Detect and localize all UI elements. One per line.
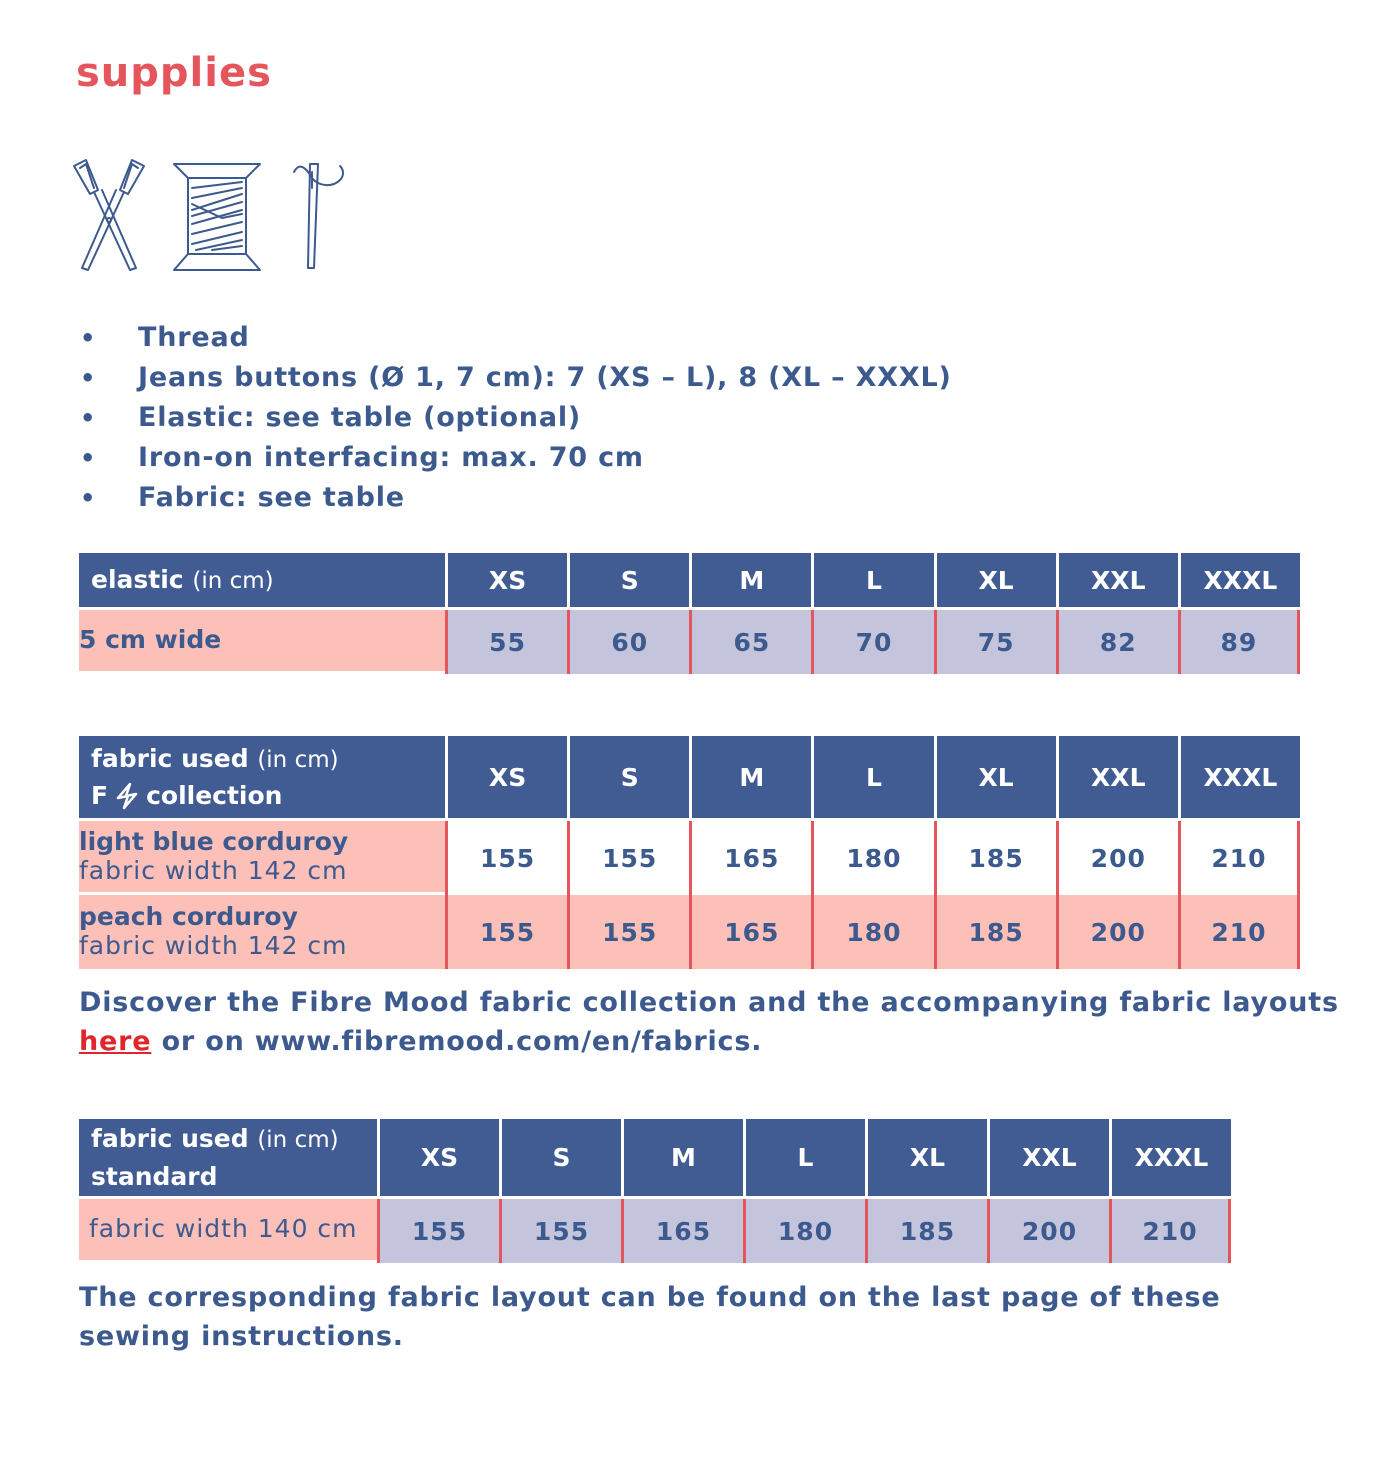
table-cell: 70: [811, 610, 933, 674]
table-title: fabric used: [91, 743, 249, 773]
table-header-label: [79, 553, 445, 610]
layout-note-line1: The corresponding fabric layout can be found on the last page of these: [79, 1282, 1221, 1313]
table-title: fabric used: [91, 1124, 249, 1153]
needle-icon: [294, 164, 343, 268]
size-header: XXL: [987, 1119, 1109, 1199]
table-cell: 155: [567, 895, 689, 969]
table-cell: 75: [934, 610, 1056, 674]
row-label: peach corduroy fabric width 142 cm: [79, 895, 445, 969]
table-title: elastic: [91, 565, 184, 595]
layout-note: [79, 1278, 1220, 1356]
table-cell: 165: [621, 1199, 743, 1263]
table-cell: 155: [499, 1199, 621, 1263]
layout-note-line2: sewing instructions.: [79, 1321, 404, 1352]
fibre-mood-logo-letter: F: [91, 781, 109, 810]
size-header: L: [811, 736, 933, 821]
lightning-bolt-icon: [114, 782, 140, 810]
size-header: L: [743, 1119, 865, 1199]
size-header: S: [567, 736, 689, 821]
table-cell: 82: [1056, 610, 1178, 674]
supplies-list: [78, 318, 952, 518]
size-header: XS: [377, 1119, 499, 1199]
fabric-collection-link[interactable]: here: [79, 1026, 152, 1057]
list-item: • Thread: [78, 318, 952, 358]
row-label: light blue corduroy fabric width 142 cm: [79, 821, 445, 895]
collection-note: [79, 983, 1339, 1061]
collection-note-line2: or on www.fibremood.com/en/fabrics.: [151, 1026, 763, 1057]
table-cell: 65: [689, 610, 811, 674]
table-cell: 60: [567, 610, 689, 674]
table-cell: 155: [445, 821, 567, 895]
table-cell: 185: [934, 895, 1056, 969]
table-cell: 210: [1178, 821, 1300, 895]
table-cell: 155: [567, 821, 689, 895]
size-header: XL: [934, 736, 1056, 821]
table-header-label: [79, 1119, 377, 1199]
table-cell: 180: [743, 1199, 865, 1263]
table-cell: 180: [811, 821, 933, 895]
table-cell: 155: [445, 895, 567, 969]
table-unit: (in cm): [257, 1127, 339, 1153]
table-cell: 210: [1109, 1199, 1231, 1263]
size-header: XXL: [1056, 736, 1178, 821]
size-header: M: [689, 736, 811, 821]
size-header: XL: [865, 1119, 987, 1199]
elastic-table: [79, 553, 1300, 674]
size-header: XXXL: [1178, 553, 1300, 610]
table-row: [79, 895, 1300, 969]
size-header: XL: [934, 553, 1056, 610]
table-cell: 165: [689, 821, 811, 895]
list-item: • Elastic: see table (optional): [78, 398, 952, 438]
list-item: • Fabric: see table: [78, 478, 952, 518]
table-cell: 165: [689, 895, 811, 969]
scissors-icon: [74, 160, 144, 270]
table-cell: 180: [811, 895, 933, 969]
table-row: [79, 610, 1300, 674]
list-item: • Jeans buttons (Ø 1, 7 cm): 7 (XS – L), 8 (XL – XXXL): [78, 358, 952, 398]
table-cell: 55: [445, 610, 567, 674]
table-cell: 200: [1056, 821, 1178, 895]
thread-spool-icon: [174, 164, 260, 270]
table-cell: 185: [865, 1199, 987, 1263]
size-header: L: [811, 553, 933, 610]
table-unit: (in cm): [257, 746, 339, 773]
collection-label: collection: [146, 781, 283, 810]
size-header: M: [689, 553, 811, 610]
size-header: XXL: [1056, 553, 1178, 610]
size-header: S: [567, 553, 689, 610]
size-header: XXXL: [1178, 736, 1300, 821]
table-cell: 185: [934, 821, 1056, 895]
size-header: XS: [445, 736, 567, 821]
size-header: S: [499, 1119, 621, 1199]
size-header: M: [621, 1119, 743, 1199]
list-item: • Iron-on interfacing: max. 70 cm: [78, 438, 952, 478]
fabric-standard-table: [79, 1119, 1231, 1263]
table-cell: 210: [1178, 895, 1300, 969]
sewing-tools-illustration: [72, 158, 362, 276]
fabric-collection-table: [79, 736, 1300, 969]
collection-note-line1: Discover the Fibre Mood fabric collection and the accompanying fabric layouts: [79, 987, 1339, 1018]
table-row: [79, 1199, 1231, 1263]
size-header: XS: [445, 553, 567, 610]
standard-label: standard: [91, 1161, 218, 1191]
table-cell: 200: [987, 1199, 1109, 1263]
table-header-label: [79, 736, 445, 821]
table-unit: (in cm): [192, 568, 274, 595]
table-row: [79, 821, 1300, 895]
size-header: XXXL: [1109, 1119, 1231, 1199]
table-cell: 200: [1056, 895, 1178, 969]
row-label: fabric width 140 cm: [79, 1199, 377, 1263]
row-label: 5 cm wide: [79, 610, 445, 674]
table-cell: 89: [1178, 610, 1300, 674]
table-cell: 155: [377, 1199, 499, 1263]
page-title: supplies: [76, 50, 272, 96]
